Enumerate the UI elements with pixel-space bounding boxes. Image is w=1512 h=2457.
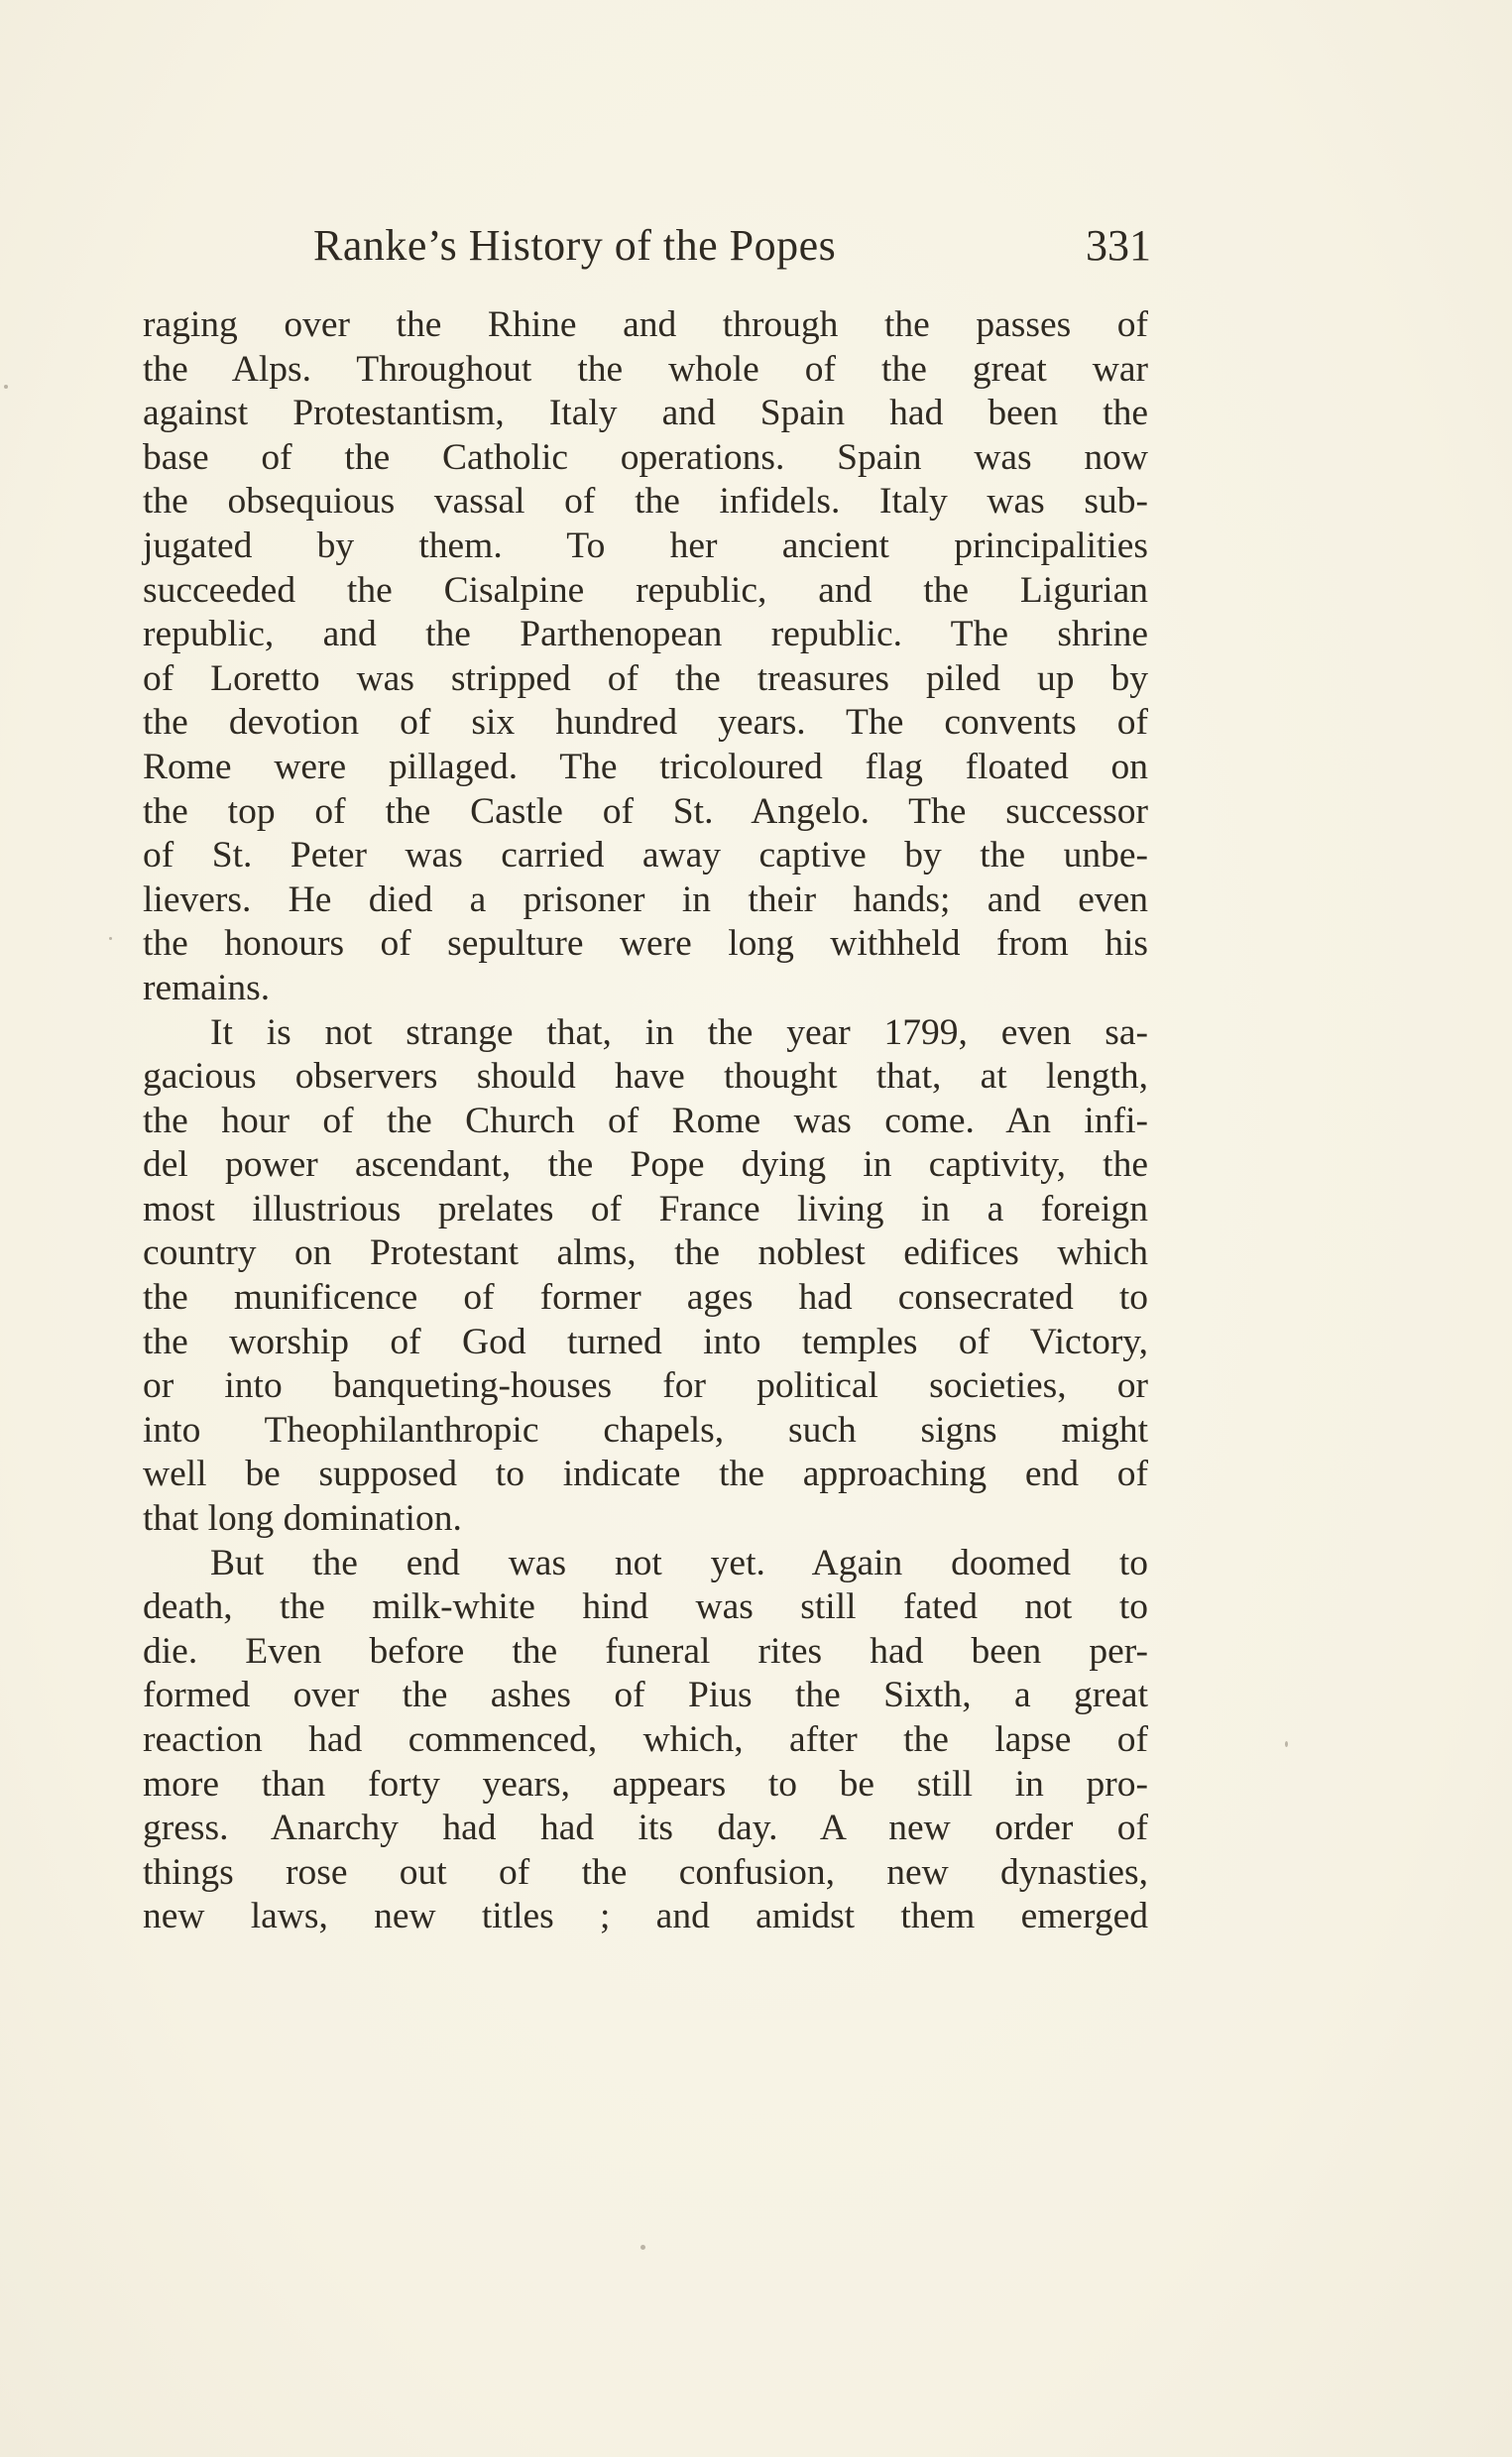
text-line: republic, and the Parthenopean republic. The shrine <box>143 614 1148 655</box>
body-text <box>143 303 1148 1939</box>
text-line: die. Even before the funeral rites had been per- <box>143 1630 1148 1672</box>
text-line: of St. Peter was carried away captive by the unbe- <box>143 835 1148 877</box>
text-line: the honours of sepulture were long withheld from his <box>143 923 1148 965</box>
text-line: well be supposed to indicate the approaching end of <box>143 1454 1148 1495</box>
text-line: base of the Catholic operations. Spain was now <box>143 436 1148 478</box>
text-line: gacious observers should have thought that, at length, <box>143 1056 1148 1098</box>
text-line: that long domination. <box>143 1498 462 1540</box>
text-line: the hour of the Church of Rome was come. An infi- <box>143 1100 1148 1141</box>
text-line: formed over the ashes of Pius the Sixth, a great <box>143 1675 1148 1716</box>
text-line: of Loretto was stripped of the treasures piled up by <box>143 657 1148 699</box>
text-line: del power ascendant, the Pope dying in captivity, the <box>143 1144 1148 1186</box>
text-line: or into banqueting-houses for political societies, or <box>143 1365 1148 1407</box>
text-line: the worship of God turned into temples of Victory, <box>143 1321 1148 1362</box>
paper-speck <box>4 385 8 389</box>
text-line: most illustrious prelates of France living in a foreign <box>143 1188 1148 1229</box>
text-line: reaction had commenced, which, after the lapse of <box>143 1719 1148 1760</box>
text-line: But the end was not yet. Again doomed to <box>210 1542 1148 1583</box>
text-line: the top of the Castle of St. Angelo. The successor <box>143 790 1148 832</box>
page-number: 331 <box>1086 221 1151 270</box>
text-line: the devotion of six hundred years. The convents of <box>143 702 1148 744</box>
text-line: succeeded the Cisalpine republic, and the Ligurian <box>143 569 1148 611</box>
text-line: country on Protestant alms, the noblest edifices which <box>143 1232 1148 1274</box>
text-line: gress. Anarchy had had its day. A new order of <box>143 1808 1148 1849</box>
text-line: the obsequious vassal of the infidels. Italy was sub- <box>143 481 1148 523</box>
text-line: the munificence of former ages had consecrated to <box>143 1277 1148 1319</box>
running-head <box>313 220 1151 280</box>
text-line: into Theophilanthropic chapels, such signs might <box>143 1409 1148 1451</box>
text-line: against Protestantism, Italy and Spain had been the <box>143 393 1148 434</box>
running-title: Ranke’s History of the Popes <box>313 221 837 270</box>
text-line: Rome were pillaged. The tricoloured flag floated on <box>143 746 1148 787</box>
paper-speck <box>1285 1741 1288 1747</box>
text-line: the Alps. Throughout the whole of the great war <box>143 348 1148 390</box>
paper-speck <box>109 937 112 940</box>
text-line: remains. <box>143 967 271 1008</box>
text-line: raging over the Rhine and through the passes of <box>143 304 1148 345</box>
text-line: jugated by them. To her ancient principalities <box>143 525 1148 566</box>
text-line: more than forty years, appears to be still in pro- <box>143 1763 1148 1805</box>
text-line: lievers. He died a prisoner in their hands; and even <box>143 878 1148 920</box>
text-line: death, the milk-white hind was still fated not to <box>143 1586 1148 1628</box>
text-line: things rose out of the confusion, new dynasties, <box>143 1851 1148 1893</box>
paper-speck <box>640 2245 645 2250</box>
text-line: It is not strange that, in the year 1799, even sa- <box>210 1011 1148 1053</box>
text-line: new laws, new titles ; and amidst them emerged <box>143 1896 1148 1937</box>
